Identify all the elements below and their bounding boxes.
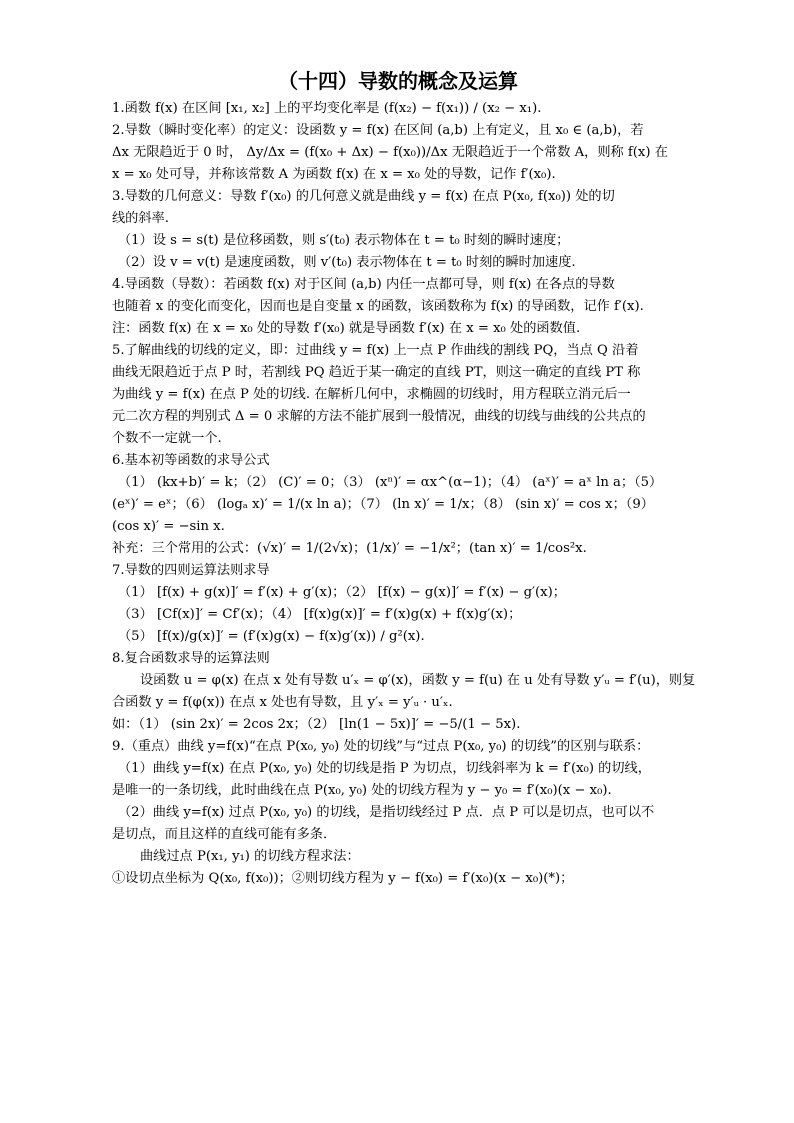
text-line: （1） (kx+b)′ = k；（2） (C)′ = 0；（3） (xⁿ)′ = αx^(α−1)；（4） (aˣ)′ = aˣ ln a；（5） <box>118 475 663 490</box>
text-line: (cos x)′ = −sin x. <box>112 519 225 534</box>
text-line: Δx 无限趋近于 0 时， Δy/Δx = (f(x₀ + Δx) − f(x₀))/Δx 无限趋近于一个常数 A，则称 f(x) 在 <box>112 145 668 160</box>
text-line: 7.导数的四则运算法则求导 <box>112 563 270 578</box>
text-line: 5.了解曲线的切线的定义，即：过曲线 y = f(x) 上一点 P 作曲线的割线 PQ，当点 Q 沿着 <box>112 343 639 358</box>
text-line: 6.基本初等函数的求导公式 <box>112 453 270 468</box>
text-line: 线的斜率. <box>112 211 169 226</box>
text-line: 曲线无限趋近于点 P 时，若割线 PQ 趋近于某一确定的直线 PT，则这一确定的直线 PT 称 <box>112 365 641 380</box>
text-line: （2）设 v = v(t) 是速度函数，则 v′(t₀) 表示物体在 t = t₀ 时刻的瞬时加速度. <box>118 255 576 270</box>
text-line: 1.函数 f(x) 在区间 [x₁, x₂] 上的平均变化率是 (f(x₂) − f(x₁)) / (x₂ − x₁). <box>112 101 542 116</box>
page-title: （十四）导数的概念及运算 <box>278 69 518 93</box>
text-line: （3） [Cf(x)]′ = Cf′(x)；（4） [f(x)g(x)]′ = f′(x)g(x) + f(x)g′(x)； <box>118 607 522 622</box>
text-line: 设函数 u = φ(x) 在点 x 处有导数 u′ₓ = φ′(x)，函数 y = f(u) 在 u 处有导数 y′ᵤ = f′(u)，则复 <box>140 673 696 688</box>
text-line: 合函数 y = f(φ(x)) 在点 x 处也有导数，且 y′ₓ = y′ᵤ · u′ₓ. <box>112 695 453 710</box>
text-line: 如：（1） (sin 2x)′ = 2cos 2x；（2） [ln(1 − 5x)]′ = −5/(1 − 5x). <box>112 717 521 732</box>
text-line: 个数不一定就一个. <box>112 431 222 446</box>
text-line: 是唯一的一条切线，此时曲线在点 P(x₀, y₀) 处的切线方程为 y − y₀ = f′(x₀)(x − x₀). <box>112 783 612 798</box>
text-line: 元二次方程的判别式 Δ = 0 求解的方法不能扩展到一般情况，曲线的切线与曲线的公共点的 <box>112 409 646 424</box>
text-line: 曲线过点 P(x₁, y₁) 的切线方程求法： <box>140 849 360 864</box>
text-line: (eˣ)′ = eˣ；（6） (logₐ x)′ = 1/(x ln a)；（7） (ln x)′ = 1/x；（8） (sin x)′ = cos x；（9） <box>112 497 654 512</box>
text-line: 2.导数（瞬时变化率）的定义：设函数 y = f(x) 在区间 (a,b) 上有定义，且 x₀ ∈ (a,b)，若 <box>112 123 644 138</box>
text-line: （5） [f(x)/g(x)]′ = (f′(x)g(x) − f(x)g′(x)) / g²(x). <box>118 629 425 644</box>
text-line: 3.导数的几何意义：导数 f′(x₀) 的几何意义就是曲线 y = f(x) 在点 P(x₀, f(x₀)) 处的切 <box>112 189 615 204</box>
text-line: x = x₀ 处可导，并称该常数 A 为函数 f(x) 在 x = x₀ 处的导数，记作 f′(x₀). <box>112 167 556 182</box>
text-line: 4.导函数（导数）：若函数 f(x) 对于区间 (a,b) 内任一点都可导，则 f(x) 在各点的导数 <box>112 277 615 292</box>
text-line: 也随着 x 的变化而变化，因而也是自变量 x 的函数，该函数称为 f(x) 的导函数，记作 f′(x). <box>112 299 644 314</box>
text-line: （1）曲线 y=f(x) 在点 P(x₀, y₀) 处的切线是指 P 为切点，切线斜率为 k = f′(x₀) 的切线， <box>118 761 651 776</box>
text-line: （1）设 s = s(t) 是位移函数，则 s′(t₀) 表示物体在 t = t₀ 时刻的瞬时速度； <box>118 233 570 248</box>
text-line: 9.（重点）曲线 y=f(x)“在点 P(x₀, y₀) 处的切线”与“过点 P(x₀, y₀) 的切线”的区别与联系： <box>112 739 650 754</box>
text-line: 注：函数 f(x) 在 x = x₀ 处的导数 f′(x₀) 就是导函数 f′(x) 在 x = x₀ 处的函数值. <box>112 321 581 336</box>
text-line: （2）曲线 y=f(x) 过点 P(x₀, y₀) 的切线，是指切线经过 P 点．点 P 可以是切点，也可以不 <box>118 805 655 820</box>
text-line: 是切点，而且这样的直线可能有多条． <box>112 827 337 842</box>
text-line: 8.复合函数求导的运算法则 <box>112 651 270 666</box>
text-line: ①设切点坐标为 Q(x₀, f(x₀))；②则切线方程为 y − f(x₀) = f′(x₀)(x − x₀)(*)； <box>112 871 574 886</box>
text-line: （1） [f(x) + g(x)]′ = f′(x) + g′(x)；（2） [f(x) − g(x)]′ = f′(x) − g′(x)； <box>118 585 566 600</box>
text-line: 补充：三个常用的公式：(√x)′ = 1/(2√x)；(1/x)′ = −1/x²；(tan x)′ = 1/cos²x. <box>112 541 587 556</box>
text-line: 为曲线 y = f(x) 在点 P 处的切线. 在解析几何中，求椭圆的切线时，用方程联立消元后一 <box>112 387 631 402</box>
